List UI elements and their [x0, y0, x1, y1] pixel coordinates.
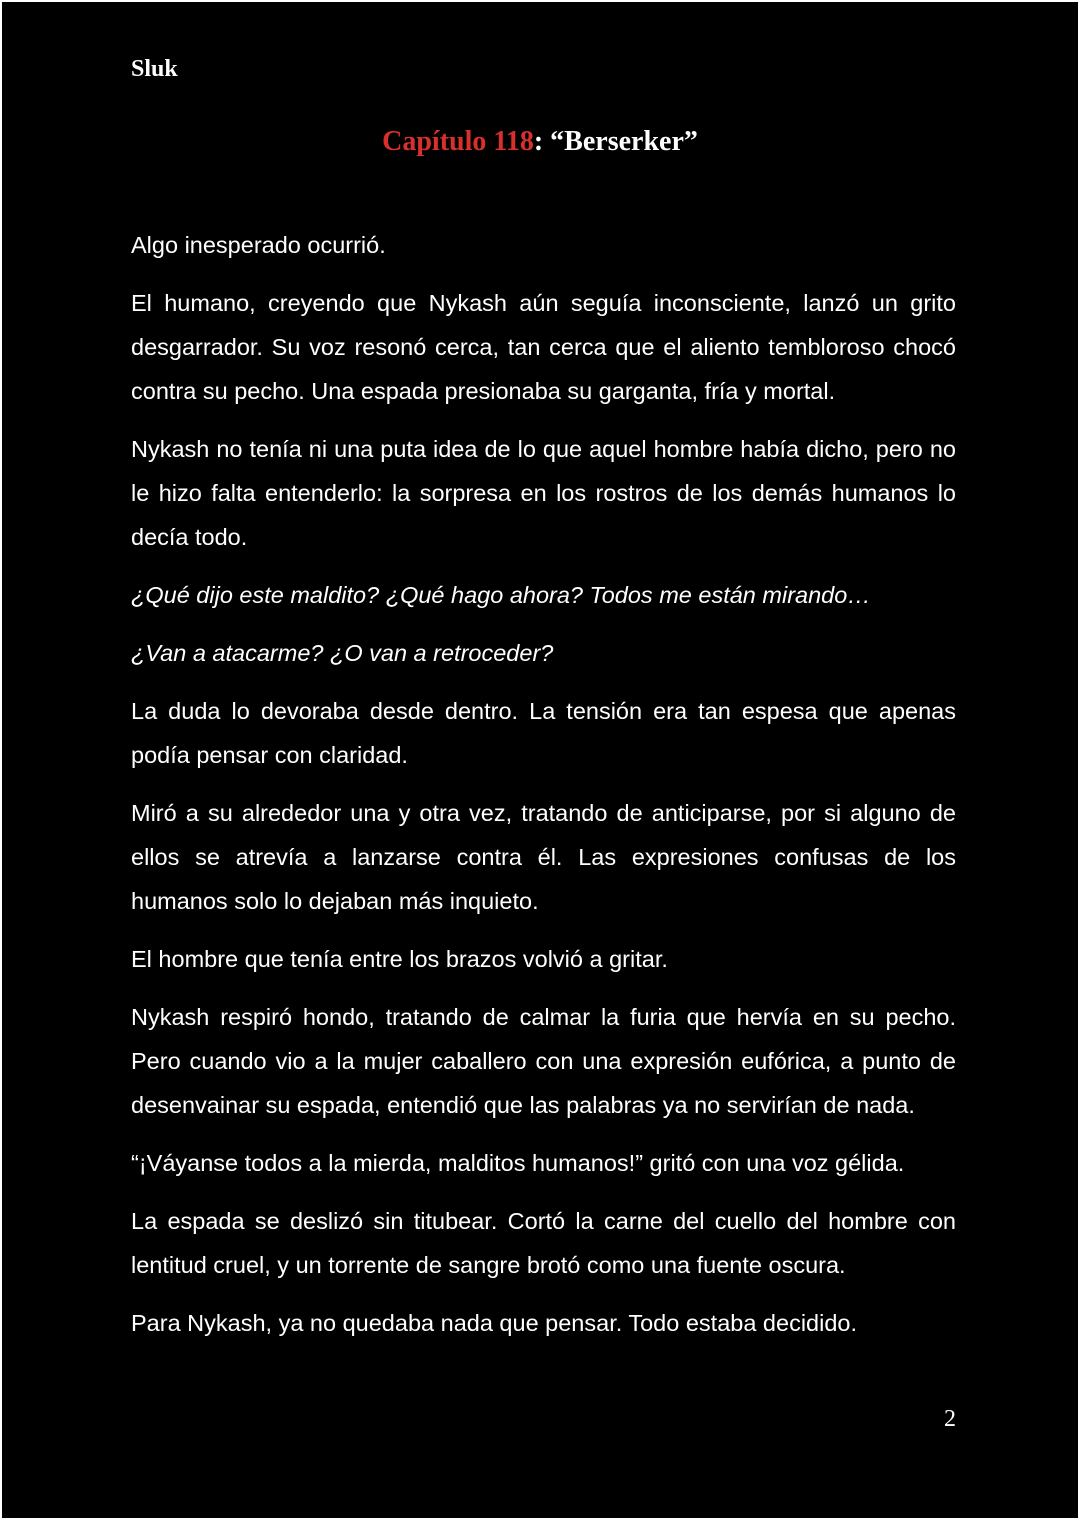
italic-thought-paragraph: ¿Qué dijo este maldito? ¿Qué hago ahora? Todos me están mirando… [131, 582, 871, 608]
paragraph: Nykash respiró hondo, tratando de calmar la furia que hervía en su pecho. Pero cuando vio a la mujer caballero con una expresión eufórica, a punto de desenvainar su espada, entendió que las palabras ya no servirían de nada. [131, 1004, 956, 1118]
paragraph: Para Nykash, ya no quedaba nada que pensar. Todo estaba decidido. [131, 1310, 857, 1336]
paragraph: Nykash no tenía ni una puta idea de lo que aquel hombre había dicho, pero no le hizo falta entenderlo: la sorpresa en los rostros de los demás humanos lo decía todo. [131, 436, 956, 550]
paragraph: El humano, creyendo que Nykash aún seguía inconsciente, lanzó un grito desgarrador. Su voz resonó cerca, tan cerca que el aliento tembloroso chocó contra su pecho. Una espada presionaba su garganta, fría y mortal. [131, 290, 956, 404]
document-page [2, 2, 1078, 1518]
paragraph: Algo inesperado ocurrió. [131, 232, 386, 258]
paragraph: La espada se deslizó sin titubear. Cortó la carne del cuello del hombre con lentitud cruel, y un torrente de sangre brotó como una fuente oscura. [131, 1208, 956, 1278]
page-number: 2 [944, 1406, 956, 1432]
running-header-author: Sluk [131, 56, 178, 82]
chapter-name: “Berserker” [550, 126, 698, 157]
paragraph: El hombre que tenía entre los brazos volvió a gritar. [131, 946, 668, 972]
italic-thought-paragraph: ¿Van a atacarme? ¿O van a retroceder? [131, 640, 554, 666]
dialogue-paragraph: “¡Váyanse todos a la mierda, malditos humanos!” gritó con una voz gélida. [131, 1150, 905, 1176]
paragraph: Miró a su alrededor una y otra vez, tratando de anticiparse, por si alguno de ellos se atrevía a lanzarse contra él. Las expresiones confusas de los humanos solo lo dejaban más inquieto. [131, 800, 956, 914]
paragraph: La duda lo devoraba desde dentro. La tensión era tan espesa que apenas podía pensar con claridad. [131, 698, 956, 768]
chapter-body [131, 223, 956, 1359]
chapter-title [2, 124, 1078, 160]
chapter-title-separator: : [533, 126, 551, 157]
chapter-number: Capítulo 118 [382, 126, 534, 157]
